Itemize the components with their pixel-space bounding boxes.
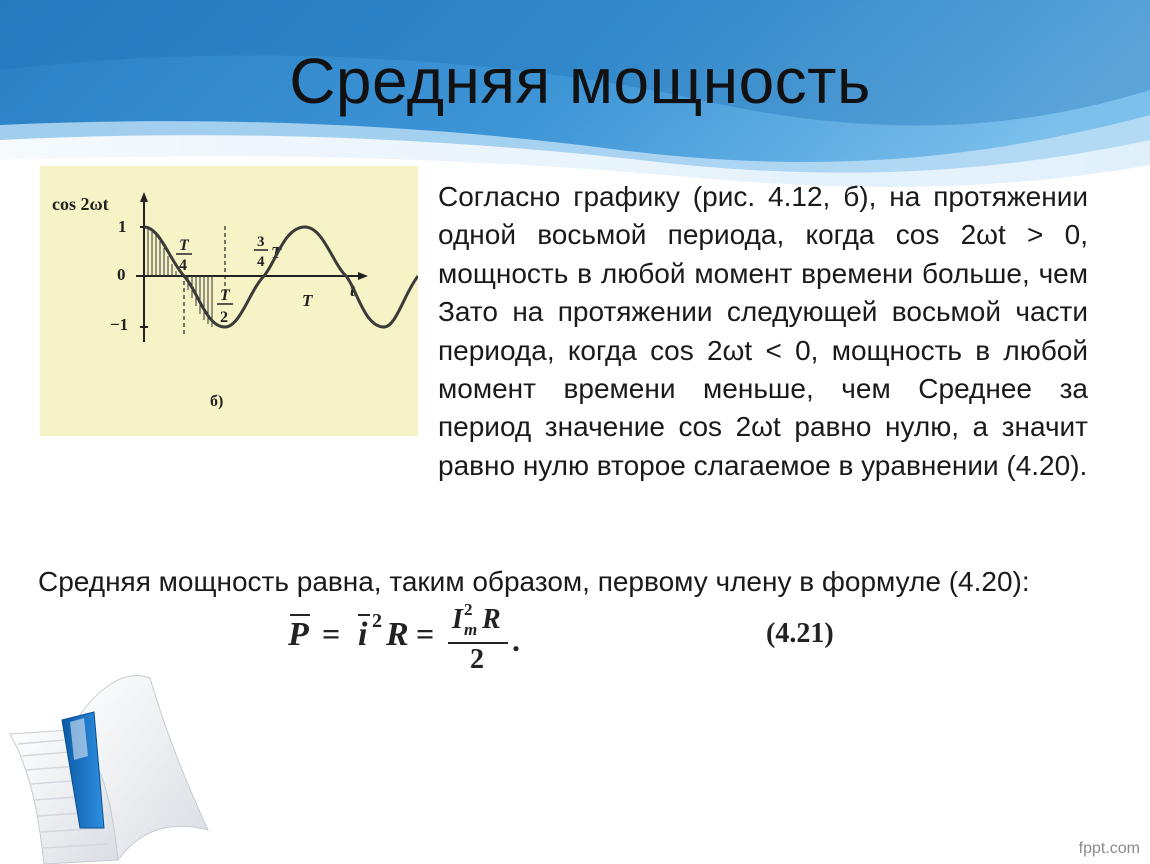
y-axis-label: cos 2ωt (52, 194, 109, 214)
formula-4-21 (288, 600, 888, 676)
mark-T: T (302, 291, 313, 310)
formula-eq-1: = (322, 616, 341, 652)
cosine-graph (40, 166, 418, 436)
footer-brand: fppt.com (1078, 840, 1140, 857)
x-axis-label: t (350, 280, 356, 300)
formula-i-exp: 2 (372, 610, 382, 632)
formula-r: R (386, 616, 409, 653)
formula-eq-2: = (416, 616, 435, 652)
slide-title: Средняя мощность (289, 45, 871, 117)
mark-t4-den: 4 (179, 257, 187, 274)
formula-dot: . (512, 622, 520, 658)
y-tick-bottom: −1 (110, 315, 129, 334)
mark-t2-num: T (220, 287, 230, 304)
formula-num-sup: 2 (464, 600, 473, 619)
y-tick-zero: 0 (117, 265, 126, 284)
open-book-logo (0, 660, 220, 864)
formula-i-bar: i (358, 616, 367, 654)
figure-caption: б) (210, 393, 224, 410)
mark-t2-den: 2 (220, 309, 228, 326)
formula-num-r: R (482, 604, 501, 635)
conclusion-text: Средняя мощность равна, таким образом, первому члену в формуле (4.20): (38, 566, 1030, 597)
mark-t4-num: T (179, 237, 189, 254)
y-tick-top: 1 (118, 217, 127, 236)
formula-number: (4.21) (766, 618, 834, 649)
formula-num-sub: m (464, 620, 478, 639)
mark-3t4-den: 4 (257, 254, 265, 270)
explanation-paragraph: Согласно графику (рис. 4.12, б), на протяжении одной восьмой периода, когда cos 2ωt > 0, мощность в любой момент времени больше, чем Зато на протяжении следующей восьмой части периода, когда cos 2ωt < 0, мощность в любой момент времени меньше, чем Среднее за период значение cos 2ωt равно нулю, а значит равно нулю второе слагаемое в уравнении (4.20). (438, 181, 1088, 481)
mark-3t4-T: T (271, 243, 282, 262)
mark-3t4-num: 3 (257, 234, 265, 250)
cosine-figure (40, 166, 418, 436)
formula-p-bar: P (288, 616, 309, 653)
formula-num-i: I (452, 604, 463, 635)
formula-den: 2 (470, 644, 484, 675)
